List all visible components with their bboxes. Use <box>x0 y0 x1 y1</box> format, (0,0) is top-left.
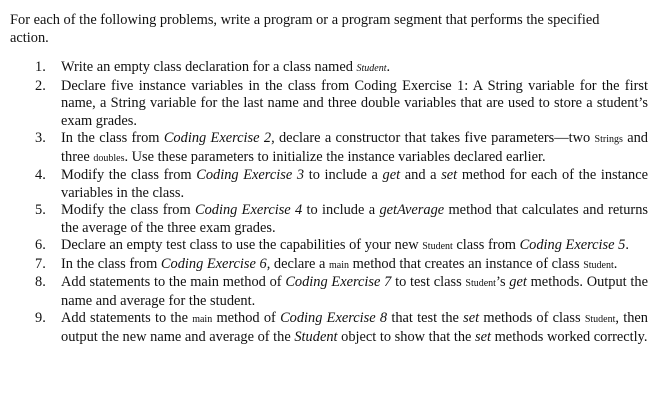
exercise-text-segment: , declare a <box>266 255 330 272</box>
exercise-text-segment: Coding Exercise 3 <box>196 167 305 183</box>
exercise-number: 6. <box>35 237 46 253</box>
exercise-text-segment: class from <box>452 237 520 253</box>
exercise-item <box>8 274 648 310</box>
exercise-item <box>8 310 648 346</box>
exercise-text-segment: Student <box>356 63 387 74</box>
exercise-number: 2. <box>35 77 46 94</box>
exercise-text-segment: getAverage <box>379 202 445 218</box>
exercise-text-segment: Student <box>294 328 338 345</box>
instructions-paragraph <box>10 12 648 47</box>
exercise-text-segment: set <box>441 167 458 183</box>
instructions-line-1: For each of the following problems, write a program or a program segment that performs the specified <box>10 12 600 28</box>
exercise-text-segment: and a <box>400 167 442 183</box>
exercise-text-segment: Add statements to the main method of <box>61 274 286 290</box>
exercise-item <box>8 130 648 167</box>
exercise-text-segment: and three <box>61 130 648 165</box>
exercise-text-segment: Modify the class from <box>61 202 195 218</box>
exercise-item <box>8 167 648 202</box>
exercise-text-segment: Student <box>465 278 496 289</box>
exercise-text-segment: set <box>475 328 492 345</box>
exercise-text-segment: ’s <box>495 274 510 290</box>
exercise-text-segment: . <box>625 237 629 253</box>
exercise-text-segment: Student <box>584 314 616 325</box>
exercise-text-segment: method that creates an instance of class <box>349 255 584 272</box>
exercise-text-segment: get <box>382 167 401 183</box>
exercise-number: 3. <box>35 130 46 146</box>
exercise-item <box>8 78 648 131</box>
exercise-text-segment: , declare a constructor that takes five parameters—two <box>271 130 595 146</box>
exercise-text-segment: Coding Exercise 6 <box>160 255 267 272</box>
exercise-text-segment: Student <box>422 241 453 252</box>
exercise-text-segment: main <box>329 259 350 271</box>
exercise-text-segment: Declare five instance variables in the class from Coding Exercise 1: A String variable for the first name, a String variable for the last name and three double variables that are used to store a student’s exam grades. <box>61 77 648 129</box>
exercise-item <box>8 237 648 256</box>
exercise-text-segment: methods of class <box>479 310 585 326</box>
exercise-text-segment: Student <box>583 259 614 271</box>
exercise-number: 1. <box>35 59 46 75</box>
exercise-text-segment: Declare an empty test class to use the capabilities of your new <box>61 237 423 253</box>
exercise-text-segment: method for each of the instance variables in the class. <box>61 167 648 201</box>
exercise-text-segment: get <box>509 274 527 290</box>
exercise-text-segment: Write an empty class declaration for a class named <box>61 59 357 75</box>
exercise-text-segment: method of <box>212 310 281 326</box>
exercise-number: 7. <box>35 255 46 272</box>
exercise-text-segment: In the class from <box>61 255 161 272</box>
exercise-text-segment: Coding Exercise 2 <box>163 130 272 146</box>
exercise-text-segment: main <box>192 314 213 325</box>
exercise-text-segment: object to show that the <box>337 328 476 345</box>
instructions-line-2: action. <box>10 29 49 46</box>
exercise-text-segment: methods worked correctly. <box>491 328 648 345</box>
exercise-text-segment: methods. Output the name and average for the student. <box>61 274 648 309</box>
exercise-text-segment: set <box>463 310 480 326</box>
exercise-number: 9. <box>35 310 46 326</box>
exercise-text-segment: Coding Exercise 7 <box>285 274 392 290</box>
exercise-text-segment: to include a <box>304 167 383 183</box>
exercise-item <box>8 59 648 78</box>
exercise-item <box>8 256 648 275</box>
exercise-text-segment: . <box>613 255 618 272</box>
exercise-text-segment: . <box>386 59 391 75</box>
exercise-text-segment: that test the <box>387 310 464 326</box>
exercise-text-segment: Coding Exercise 5 <box>519 237 626 253</box>
exercise-number: 4. <box>35 167 46 183</box>
exercise-text-segment: In the class from <box>61 130 164 146</box>
exercise-number: 5. <box>35 202 46 218</box>
exercise-text-segment: doubles <box>93 152 125 164</box>
document-page <box>8 12 648 346</box>
exercise-text-segment: Add statements to the <box>61 310 193 326</box>
exercise-text-segment: Strings <box>594 134 623 145</box>
exercise-text-segment: to test class <box>391 274 466 290</box>
exercise-text-segment: Coding Exercise 8 <box>280 310 388 326</box>
exercise-item <box>8 202 648 237</box>
exercise-text-segment: . Use these parameters to initialize the instance variables declared earlier. <box>124 148 546 165</box>
exercise-text-segment: Modify the class from <box>61 167 197 183</box>
exercise-number: 8. <box>35 274 46 290</box>
exercise-text-segment: , then output the new name and average of the <box>61 310 648 345</box>
exercise-list <box>8 59 648 346</box>
exercise-text-segment: to include a <box>302 202 380 218</box>
exercise-text-segment: Coding Exercise 4 <box>194 202 303 218</box>
exercise-text-segment: method that calculates and returns the average of the three exam grades. <box>61 202 648 236</box>
